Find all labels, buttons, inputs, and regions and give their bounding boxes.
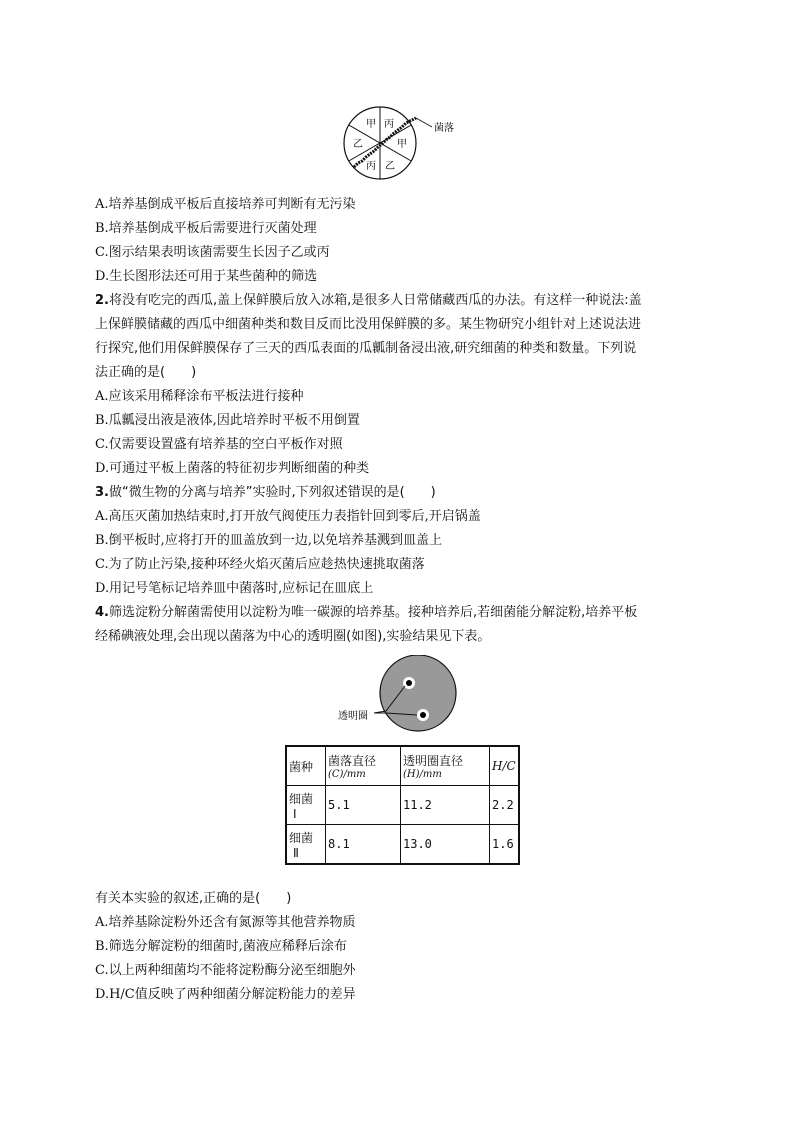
q3-option-a: A.高压灭菌加热结束时,打开放气阀使压力表指针回到零后,开启锅盖 xyxy=(95,509,481,524)
q4-option-a: A.培养基除淀粉外还含有氮源等其他营养物质 xyxy=(95,915,356,930)
q3-option-b: B.倒平板时,应将打开的皿盖放到一边,以免培养基溅到皿盖上 xyxy=(95,533,442,548)
colony-label: 菌落 xyxy=(434,123,454,134)
q1-option-b: B.培养基倒成平板后需要进行灭菌处理 xyxy=(95,221,317,236)
q2-stem-line-3: 行探究,他们用保鲜膜保存了三天的西瓜表面的瓜瓤制备浸出液,研究细菌的种类和数量。下列说 xyxy=(95,341,637,356)
table-row xyxy=(286,786,519,825)
q2-stem-line-4: 法正确的是( ) xyxy=(95,365,197,380)
row-strain: 细菌 Ⅱ xyxy=(286,825,326,865)
sector-label: 甲 xyxy=(366,119,376,130)
header-clear-zone-diameter: 透明圈直径 (H)/mm xyxy=(401,746,490,786)
q2-stem-line-1: 2.将没有吃完的西瓜,盖上保鲜膜后放入冰箱,是很多人日常储藏西瓜的办法。有这样一种说法:盖 xyxy=(95,293,642,308)
growth-plate-figure xyxy=(340,105,470,185)
q3-option-d: D.用记号笔标记培养皿中菌落时,应标记在皿底上 xyxy=(95,581,374,596)
sector-label: 丙 xyxy=(366,161,376,172)
q4-option-c: C.以上两种细菌均不能将淀粉酶分泌至细胞外 xyxy=(95,963,356,978)
sector-label: 甲 xyxy=(397,139,407,150)
table-row xyxy=(286,825,519,865)
row-strain: 细菌 Ⅰ xyxy=(286,786,326,825)
sector-label: 乙 xyxy=(353,139,363,150)
q4-stem-line-2: 经稀碘液处理,会出现以菌落为中心的透明圈(如图),实验结果见下表。 xyxy=(95,629,491,644)
results-table xyxy=(285,745,520,865)
row-clear-zone-diameter: 11.2 xyxy=(401,786,490,825)
table-header-row xyxy=(286,746,519,786)
q1-option-d: D.生长图形法还可用于某些菌种的筛选 xyxy=(95,269,318,284)
clear-zone-figure xyxy=(330,655,470,737)
q1-option-a: A.培养基倒成平板后直接培养可判断有无污染 xyxy=(95,197,356,212)
q4-option-d: D.H/C值反映了两种细菌分解淀粉能力的差异 xyxy=(95,987,356,1002)
row-colony-diameter: 8.1 xyxy=(326,825,401,865)
q2-option-d: D.可通过平板上菌落的特征初步判断细菌的种类 xyxy=(95,461,370,476)
q4-stem-line-1: 4.筛选淀粉分解菌需使用以淀粉为唯一碳源的培养基。接种培养后,若细菌能分解淀粉,培养平板 xyxy=(95,605,638,620)
q4-stem-2: 有关本实验的叙述,正确的是( ) xyxy=(95,891,292,906)
q2-option-a: A.应该采用稀释涂布平板法进行接种 xyxy=(95,389,304,404)
q2-option-b: B.瓜瓤浸出液是液体,因此培养时平板不用倒置 xyxy=(95,413,360,428)
clear-zone-label: 透明圈 xyxy=(338,711,368,722)
q3-number: 3. xyxy=(95,485,109,500)
q2-option-c: C.仅需要设置盛有培养基的空白平板作对照 xyxy=(95,437,343,452)
row-ratio: 2.2 xyxy=(490,786,519,825)
row-colony-diameter: 5.1 xyxy=(326,786,401,825)
q1-option-c: C.图示结果表明该菌需要生长因子乙或丙 xyxy=(95,245,330,260)
q2-stem-line-2: 上保鲜膜储藏的西瓜中细菌种类和数目反而比没用保鲜膜的多。某生物研究小组针对上述说法进 xyxy=(95,317,642,332)
q3-stem: 3.做“微生物的分离与培养”实验时,下列叙述错误的是( ) xyxy=(95,485,436,500)
q3-option-c: C.为了防止污染,接种环经火焰灭菌后应趁热快速挑取菌落 xyxy=(95,557,425,572)
sector-label: 丙 xyxy=(384,119,394,130)
q4-option-b: B.筛选分解淀粉的细菌时,菌液应稀释后涂布 xyxy=(95,939,347,954)
q4-number: 4. xyxy=(95,605,109,620)
header-strain: 菌种 xyxy=(286,746,326,786)
row-clear-zone-diameter: 13.0 xyxy=(401,825,490,865)
header-colony-diameter: 菌落直径 (C)/mm xyxy=(326,746,401,786)
header-ratio: H/C xyxy=(490,746,519,786)
q2-number: 2. xyxy=(95,293,109,308)
sector-label: 乙 xyxy=(385,161,395,172)
row-ratio: 1.6 xyxy=(490,825,519,865)
